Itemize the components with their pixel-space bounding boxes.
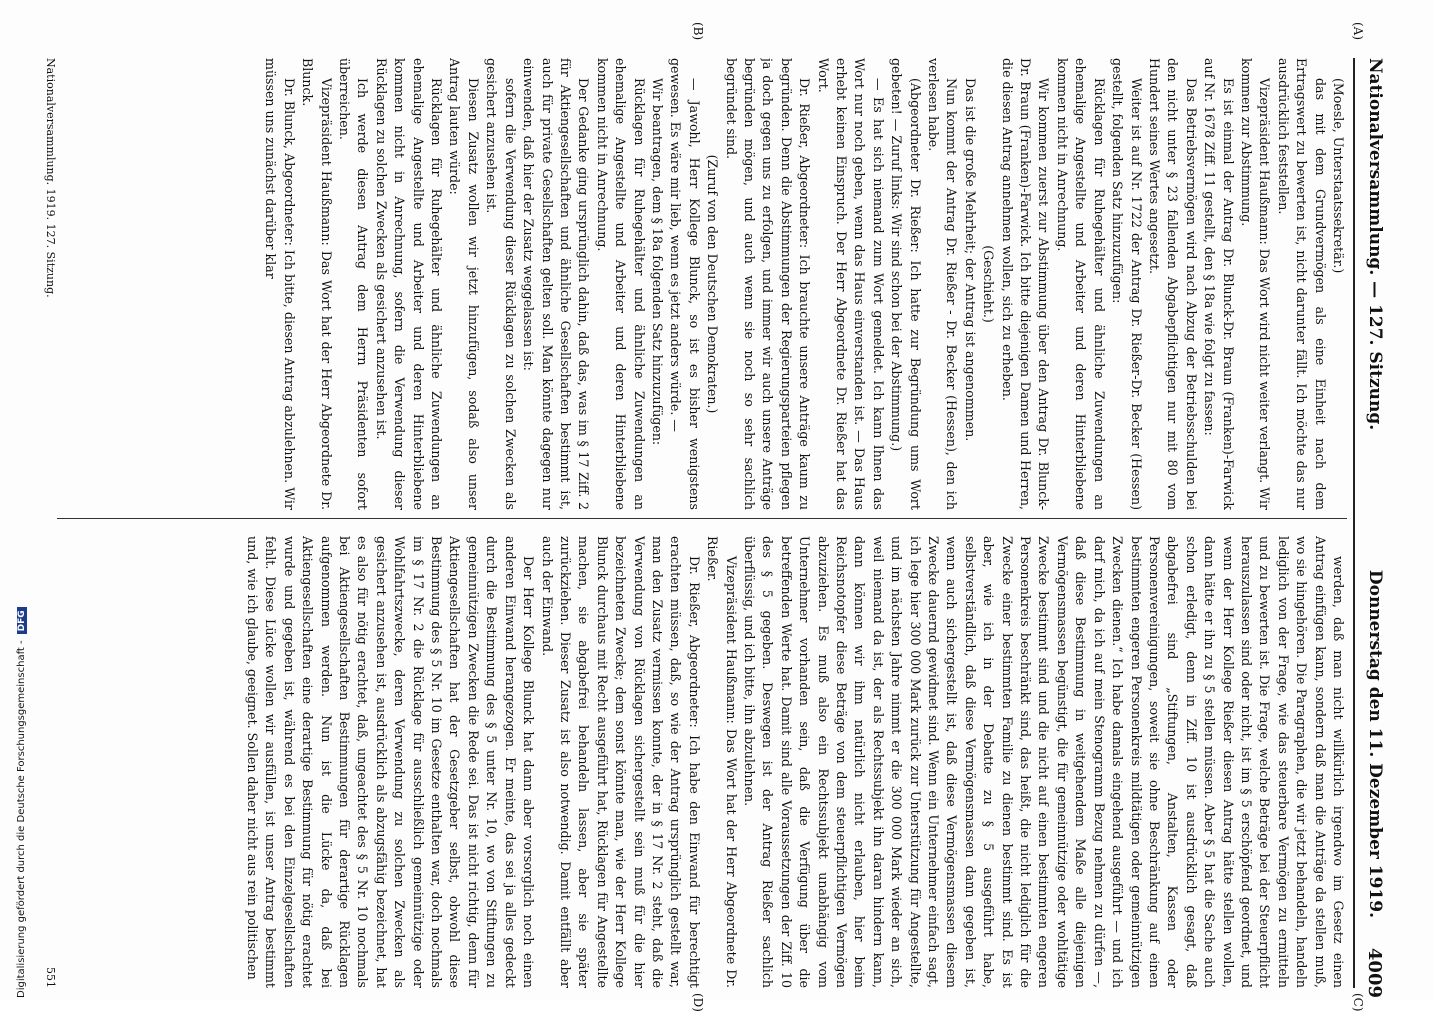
credit-text: Digitalisierung gefördert durch die Deutsche Forschungsgemeinschaft - [16,640,27,998]
paragraph: Rücklagen für Ruhegehälter und ähnliche Zuwendungen an ehemalige Angestellte und Arbeiter und deren Hinterbliebene kommen nicht in Anrechnung, sofern die Verwendung dieser Rücklagen zu solchen Zwecken als gesichert anzusehen ist. [373,58,445,510]
paragraph: werden, daß man nicht willkürlich irgendwo im Gesetz einen Antrag einfügen kann, sondern daß man die Anträge da stellen muß, wo sie hingehören. Die Paragraphen, die wir jetzt behandeln, handeln lediglich von der Frage, wie das steuerbare Vermögen zu ermitteln und zu bewerten ist. Die Frage, welche Beträge bei der Steuerpflicht herauszulassen sind oder nicht, ist im § 5 erschöpfend geordnet, und wenn der Herr Kollege Rießer diesen Antrag hätte stellen wollen, dann hätte er ihn zu § 5 stellen müssen. Aber § 5 hat die Sache auch schon erledigt, denn in Ziff. 10 ist ausdrücklich gesagt, daß abgabefrei sind „Stiftungen, Anstalten, Kassen oder Personenvereinigungen, soweit sie ohne Beschränkung auf einen bestimmten engeren Personenkreis mildtätigen oder gemeinnützigen Zwecken dienen.“ Ich habe damals eingehend ausgeführt — und ich darf mich, da ich auf mein Stenogramm Bezug nehmen zu dürfen —, daß diese Bestimmung in weitgehendem Maße alle diejenigen Vermögensmassen begünstigt, die für gemeinnützige oder wohltätige Zwecke bestimmt sind und die nicht auf einen bestimmten engeren Personenkreis beschränkt sind, das heißt, die nicht lediglich für die Zwecke einer bestimmten Familie zu dienen bestimmt sind. Es ist aber, wie ich in der Debatte zu § 5 ausgeführt habe, selbstverständlich, daß diese Vermögensmassen dann gegeben ist, wenn auch sichergestellt ist, daß diese Vermögensmassen diesem Zwecke dauernd gewidmet sind. Wenn ein Unternehmer einfach sagt, ich lege hier 300 000 Mark zurück zur Unterstützung für Angestellte, und im nächsten Jahre nimmt er die 300 000 Mark wieder an sich, weil niemand da ist, der als Rechtssubjekt ihn daran hindern kann, dann können wir ihm natürlich nicht erlauben, hier beim Reichsnotopfer diese Beträge von dem steuerpflichtigen Vermögen abzuziehen. Es muß also ein Rechtssubjekt unabhängig vom Unternehmer vorhanden sein, daß die Verfügung über die betreffenden Werte hat. Damit sind alle Voraussetzungen der Ziff. 10 des § 5 gegeben. Deswegen ist der Antrag Rießer sachlich überflüssig, und ich bitte, ihn abzulehnen. [742,536,1346,988]
paragraph: Das ist die große Mehrheit; der Antrag ist angenommen. [962,78,978,442]
paragraph: sofern die Verwendung dieser Rücklagen zu solchen Zwecken als gesichert anzusehen ist. [484,58,518,510]
paragraph: (Abgeordneter Dr. Rießer: Ich hatte zur Begründung ums Wort gebeten! — Zuruf links: Wir sind schon bei der Abstimmung.) [889,58,923,510]
margin-marker-c: (C) [1351,993,1365,1012]
paragraph: Rücklagen für Ruhegehälter und ähnliche Zuwendungen an ehemalige Angestellte und Arbeiter und deren Hinterbliebene kommen nicht in Anrechnung. [1054,58,1107,510]
footer-right: 551 [44,967,57,988]
margin-marker-d: (D) [691,993,705,1012]
paragraph: Vizepräsident Haußmann: Das Wort wird nicht weiter verlangt. Wir kommen zur Abstimmung. [1238,58,1273,510]
paragraph: das mit dem Grundvermögen als eine Einheit nach dem Ertragswert zu bewerten ist, nicht darunter fällt. Ich möchte das nur ausdrücklich feststellen. [1275,58,1328,510]
paragraph: Das Betriebsvermögen wird nach Abzug der Betriebsschulden bei den nicht unter § 23 fallenden Abgabepflichtigen nur mit 80 vom Hundert seines Wertes angesetzt. [1146,58,1199,510]
paragraph: Es ist einmal der Antrag Dr. Blunck-Dr. Braun (Franken)-Farwick auf Nr. 1678 Ziff. 11 gestellt, den § 18a wie folgt zu fassen: [1202,58,1236,510]
header-rule [1353,58,1355,988]
paragraph: Wir beantragen, dem § 18a folgenden Satz hinzuzufügen: [649,78,665,446]
paragraph: Weiter ist auf Nr. 1722 der Antrag Dr. Rießer-Dr. Becker (Hessen) gestellt, folgenden Satz hinzuzufügen: [1110,58,1144,510]
paragraph: Rücklagen für Ruhegehälter und ähnliche Zuwendungen an ehemalige Angestellte und Arbeiter und deren Hinterbliebene kommen nicht in Anrechnung. [594,58,647,510]
paragraph: Nun kommt der Antrag Dr. Rießer - Dr. Becker (Hessen), den ich verlesen habe. [926,58,960,510]
page-header [1355,58,1385,998]
paragraph: Wir kommen zuerst zur Abstimmung über den Antrag Dr. Blunck-Dr. Braun (Franken)-Farwick. Ich bitte diejenigen Damen und Herren, die diesen Antrag annehmen wollen, sich zu erheben. [999,58,1052,510]
paragraph: Dr. Rießer, Abgeordneter: Ich brauchte unsere Anträge kaum zu begründen. Denn die Abstimmungen der Regierungsparteien pflegen ja doch gegen uns zu erfolgen, und immer wir auch unsere Anträge begründen mögen, und auch wenn sie noch so sehr sachlich begründet sind. [723,58,813,510]
paragraph: Der Herr Kollege Blunck hat dann aber vorsorglich noch einen anderen Einwand herangezogen. Er meinte, das sei ja alles gedeckt durch die Bestimmung des § 5 unter Nr. 10, wo von Stiftungen zu gemeinnützigen Zwecken die Rede sei. Das ist nicht richtig, denn für Aktiengesellschaften hat der Gesetzgeber selbst, obwohl diese Bestimmung des § 5 Nr. 10 im Gesetze enthalten war, doch nochmals im § 17 Nr. 2 die Rücklage für ausschließlich gemeinnützige oder Wohlfahrtszwecke, deren Verwendung zu solchen Zwecken als gesichert anzusehen ist, ausdrücklich als abzugsfähig bezeichnet, hat es also für nötig erachtet, daß, ungeachtet des § 5 Nr. 10 nochmals bei Aktiengesellschaften Bestimmungen für derartige Rücklagen aufgenommen werden. Nun ist die Lücke da, daß bei Aktiengesellschaften eine derartige Bestimmung für nötig erachtet wurde und gegeben ist, während es bei den Einzelgesellschaften fehlt. Diese Lücke wollen wir ausfüllen, ist unser Antrag bestimmt und, wie ich glaube, geeignet. Sollen daher nicht aus rein politischen [245,536,537,988]
paragraph: — Jawohl, Herr Kollege Blunck, so ist es bisher wenigstens gewesen. Es wäre mir lieb, wenn es jetzt anders würde. — [668,58,702,510]
credit-line [2,610,27,998]
paragraph: Diesen Zusatz wollen wir jetzt hinzufügen, sodaß also unser Antrag lauten würde: [447,58,481,510]
paragraph: Ich werde diesen Antrag dem Herrn Präsidenten sofort überreichen. [337,58,371,510]
column-divider [57,518,1347,519]
rotated-document-page [5,18,1405,1018]
right-column [57,536,1347,988]
paragraph: Dr. Rießer, Abgeordneter: Ich habe den Einwand für berechtigt erachten müssen, daß, so wie der Antrag ursprünglich gestellt war, man den Zusatz vermissen konnte, der in § 17 Nr. 2 steht, daß die Verwendung von Rücklagen sichergestellt sein muß für die hier bezeichneten Zwecke; dem sonst könnte man, wie der Herr Kollege Blunck durchaus mit Recht ausgeführt hat, Rücklagen für Angestellte machen, sie abgabefrei behandeln lassen, aber sie später zurückziehen. Dieser Zusatz ist also notwendig. Damit entfällt aber auch der Einwand. [539,536,702,988]
paragraph: (Zuruf von den Deutschen Demokraten.) [705,154,721,414]
paragraph: — Es hat sich niemand zum Wort gemeldet. Ich kann Ihnen das Wort nur noch geben, wenn das Haus einverstanden ist. — Das Haus erhebt keinen Einspruch. Der Herr Abgeordnete Dr. Rießer hat das Wort. [815,58,886,510]
page-number: 4009 [1364,947,1385,998]
paragraph: (Geschieht.) [981,245,997,323]
paragraph: (Moesle, Unterstaatssekretär.) [1331,78,1346,274]
margin-marker-b: (B) [691,22,705,41]
margin-marker-a: (A) [1351,22,1365,41]
paragraph: Vizepräsident Haußmann: Das Wort hat der Herr Abgeordnete Dr. Blunck. [300,58,334,510]
dfg-logo: DFG [17,607,27,634]
header-left: Nationalversammlung. — 127. Sitzung. [1365,58,1385,431]
paragraph: Der Gedanke ging ursprünglich dahin, daß das, was im § 17 Ziff. 2 für Aktiengesellschaften und ähnliche Gesellschaften bestimmt ist, auch für private Gesellschaften gelten soll. Man könnte dagegen nur einwenden, daß hier der Zusatz weggelassen ist: [521,58,592,510]
left-column [57,58,1347,510]
paragraph: Dr. Blunck, Abgeordneter: Ich bitte, diesen Antrag abzulehnen. Wir müssen uns zunächst darüber klar [263,58,297,510]
footer-left: Nationalversammlung. 1919. 127. Sitzung. [44,58,57,298]
paragraph: Vizepräsident Haußmann: Das Wort hat der Herr Abgeordnete Dr. Rießer. [705,536,739,988]
header-right: Donnerstag den 11. Dezember 1919. [1365,569,1385,918]
